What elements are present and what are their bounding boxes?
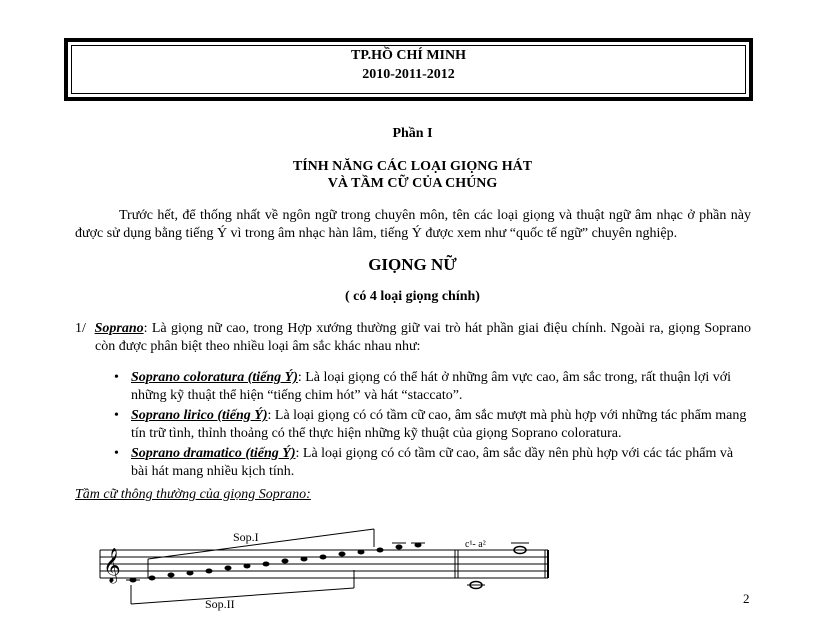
section-subtitle: ( có 4 loại giọng chính) bbox=[345, 289, 480, 304]
staff-notes bbox=[130, 543, 422, 583]
bullet-text: : Là loại giọng có có tầm cữ cao, âm sắc mượt mà phù hợp với những tác phẩm mang tín trữ tình, thỉnh thoảng có thể thực hiện những kỹ thuật của giọng Soprano coloratura. bbox=[131, 408, 747, 441]
label-sop2: Sop.II bbox=[205, 597, 235, 611]
bullet-dot: • bbox=[114, 408, 119, 423]
treble-clef-icon: 𝄞 bbox=[103, 548, 121, 583]
bullet-text: : Là loại giọng có có tầm cữ cao, âm sắc dầy nên phù hợp với các tác phẩm và bài hát mang nhiều kịch tính. bbox=[131, 446, 734, 479]
item-term: Soprano bbox=[94, 321, 144, 336]
intro-paragraph: Trước hết, để thống nhất về ngôn ngữ trong chuyên môn, tên các loại giọng và thuật ngữ âm nhạc ở phần này được sử dụng bằng tiếng Ý vì trong âm nhạc hàn lâm, tiếng Ý được xem như “quốc tế ngữ” chuyên nghiệp. bbox=[75, 208, 751, 241]
title-line-2: VÀ TẦM CỮ CỦA CHÚNG bbox=[327, 176, 498, 191]
item-number: 1/ bbox=[75, 321, 86, 336]
bullet-term: Soprano coloratura (tiếng Ý) bbox=[131, 370, 298, 385]
bullet-text: : Là loại giọng có thể hát ở những âm vực cao, âm sắc trong, rất thuận lợi với những kỹ thuật thể hiện “tiếng chim hót” và hát “staccato”. bbox=[131, 370, 732, 403]
bullet-term: Soprano dramatico (tiếng Ý) bbox=[131, 446, 296, 461]
header-city: TP.HỒ CHÍ MINH bbox=[351, 48, 466, 63]
page-number: 2 bbox=[743, 591, 750, 606]
item-text: : Là giọng nữ cao, trong Hợp xướng thường giữ vai trò hát phần giai điệu chính. Ngoài ra, giọng Soprano còn được phân biệt theo nhiều loại âm sắc khác nhau như: bbox=[95, 321, 752, 354]
bullet-term: Soprano lirico (tiếng Ý) bbox=[131, 408, 268, 423]
bullet-dot: • bbox=[114, 446, 119, 461]
title-line-1: TÍNH NĂNG CÁC LOẠI GIỌNG HÁT bbox=[292, 159, 533, 174]
label-sop1: Sop.I bbox=[233, 530, 259, 544]
section-title: GIỌNG NỮ bbox=[368, 255, 457, 274]
bullet-dot: • bbox=[114, 370, 119, 385]
range-caption: Tầm cữ thông thường của giọng Soprano: bbox=[75, 487, 311, 502]
part-label: Phần I bbox=[392, 126, 433, 141]
range-label: c¹- a² bbox=[465, 539, 486, 550]
header-years: 2010-2011-2012 bbox=[362, 67, 455, 82]
